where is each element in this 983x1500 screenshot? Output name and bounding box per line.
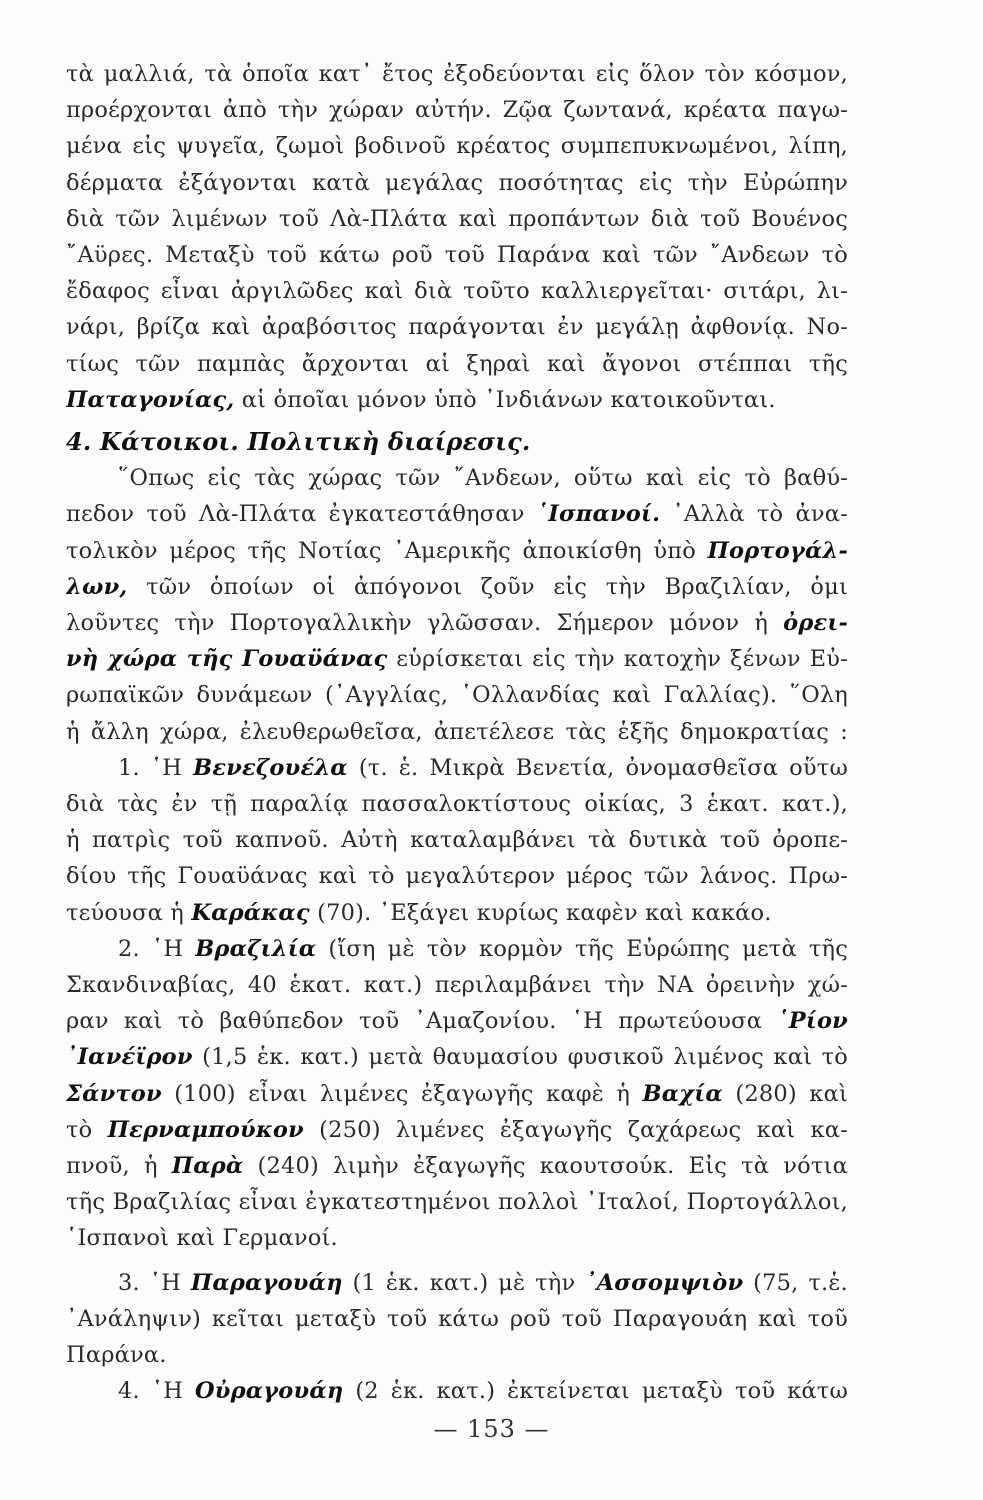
text-line [66,1186,848,1218]
text-line [118,933,848,965]
text-run: μένα εἰς ψυγεῖα, ζωμοὶ βοδινοῦ κρέατος συμπεπυκνωμένοι, λίπη, [66,133,848,160]
text-run: Σκανδιναβίας, 40 ἑκατ. κατ.) περιλαμβάνει τὴν ΝΑ ὀρεινὴν χώ- [66,972,848,998]
text-line [118,752,848,784]
text-run: 4. Κάτοικοι. Πολιτικὴ διαίρεσις. [66,427,531,456]
emphasized-name: ᾿Ιανέϊρον [66,1044,193,1071]
text-line [66,535,848,567]
text-run: 3. ῾Η [118,1269,191,1296]
text-run: δίου τῆς Γουαϋάνας καὶ τὸ μεγαλύτερον μέρος τῶν λάνος. Πρω- [66,863,848,890]
text-line [66,1005,848,1037]
text-run: ἡ πατρὶς τοῦ καπνοῦ. Αὐτὴ καταλαμβάνει τὰ δυτικὰ τοῦ ὀροπε- [66,827,848,854]
emphasized-name: Παταγονίας, [66,386,235,413]
text-run: 1. ῾Η [118,754,194,781]
text-run: τὸ [66,1116,108,1143]
emphasized-name: ᾿Ασσομψιὸν [585,1269,744,1296]
text-run: ἔδαφος εἶναι ἀργιλῶδες καὶ διὰ τοῦτο καλλιεργεῖται· σιτάρι, λι- [66,278,848,305]
emphasized-name: Πορτογάλ- [707,537,848,564]
text-run: τῶν ὁποίων οἱ ἀπόγονοι ζοῦν εἰς τὴν Βραζιλίαν, ὁμι [127,573,848,600]
text-run: Παράνα. [66,1342,167,1368]
text-run: (280) καὶ [722,1080,848,1107]
text-line [118,1267,848,1299]
emphasized-name: ῾Ρίον [777,1008,848,1035]
text-line [66,897,848,929]
text-run: προέρχονται ἀπὸ τὴν χώραν αὐτήν. Ζῷα ζωντανά, κρέατα παγω- [66,97,848,124]
emphasized-name: Παραγουάη [190,1269,343,1296]
section-heading [66,426,848,458]
emphasized-name: Περναμπούκον [107,1116,304,1143]
emphasized-name: ῾Ισπανοί. [536,501,661,528]
text-run: λοῦντες τὴν Πορτογαλλικὴν γλῶσσαν. Σήμερον μόνον ἡ [66,610,784,636]
text-run: (100) εἶναι λιμένες ἐξαγωγῆς καφὲ ἡ [161,1080,643,1107]
text-line [66,94,848,126]
text-run: (1 ἑκ. κατ.) μὲ τὴν [342,1269,586,1296]
text-run: τολικὸν μέρος τῆς Νοτίας ᾿Αμερικῆς ἀποικίσθη ὑπὸ [66,537,708,564]
text-run: (1,5 ἑκ. κατ.) μετὰ θαυμασίου φυσικοῦ λιμένος καὶ τὸ [192,1044,848,1071]
text-line [66,498,848,530]
text-run: (75, τ.ἑ. [743,1269,848,1296]
text-run: (250) λιμένες ἐξαγωγῆς ζαχάρεως καὶ κα- [303,1116,848,1143]
text-run: εὑρίσκεται εἰς τὴν κατοχὴν ξένων Εὐ- [387,646,848,673]
page-number: — 153 — [433,1415,550,1443]
text-line [66,130,848,162]
text-run: τὰ μαλλιά, τὰ ὁποῖα κατ᾿ ἔτος ἐξοδεύονται εἰς ὅλον τὸν κόσμον, [66,61,848,87]
text-run: ῾Ισπανοὶ καὶ Γερμανοί. [66,1225,338,1252]
text-run: ῎Αϋρες. Μεταξὺ τοῦ κάτω ροῦ τοῦ Παράνα καὶ τῶν ῎Ανδεων τὸ [66,242,848,268]
text-run: (70). ᾿Εξάγει κυρίως καφὲν καὶ κακάο. [309,899,772,926]
text-run: αἱ ὁποῖαι μόνον ὑπὸ ᾿Ινδιάνων κατοικοῦνται. [234,386,776,413]
text-run: τῆς Βραζιλίας εἶναι ἐγκατεστημένοι πολλοὶ ᾿Ιταλοί, Πορτογάλλοι, [66,1189,848,1216]
text-run: πνοῦ, ἡ [66,1153,172,1179]
text-line [66,1150,848,1182]
text-line [66,679,848,711]
text-line [118,462,848,494]
text-run: δέρματα ἐξάγονται κατὰ μεγάλας ποσότητας εἰς τὴν Εὐρώπην [66,169,848,196]
text-line [66,607,848,639]
text-run: ρωπαϊκῶν δυνάμεων (᾿Αγγλίας, ῾Ολλανδίας καὶ Γαλλίας). ῞Ολη [66,682,848,709]
emphasized-name: νὴ χώρα τῆς Γουαϋάνας [66,646,388,673]
emphasized-name: Βαχία [642,1080,723,1107]
text-run: (ἴση μὲ τὸν κορμὸν τῆς Εὐρώπης μετὰ τῆς [316,935,848,962]
text-run: (240) λιμὴν ἐξαγωγῆς καουτσούκ. Εἰς τὰ νότια [243,1153,848,1179]
text-run: νάρι, βρίζα καὶ ἀραβόσιτος παράγονται ἐν μεγάλῃ ἀφθονίᾳ. Νο- [66,314,848,341]
text-line [66,384,848,416]
text-line [66,239,848,271]
text-run: τεύουσα ἡ [66,899,192,926]
text-run: ραν καὶ τὸ βαθύπεδον τοῦ ᾿Αμαζονίου. ῾Η πρωτεύουσα [66,1008,778,1035]
text-run: ᾿Αλλὰ τὸ ἀνα- [660,501,848,528]
text-line [66,1339,848,1371]
text-line [66,643,848,675]
text-line [66,824,848,856]
text-run: ᾿Ανάληψιν) κεῖται μεταξὺ τοῦ κάτω ροῦ τοῦ Παραγουάη καὶ τοῦ [66,1305,848,1332]
text-line [66,311,848,343]
text-line [66,348,848,380]
emphasized-name: Παρὰ [171,1153,244,1179]
text-line [66,1222,848,1254]
text-line [66,1041,848,1073]
text-line [66,275,848,307]
emphasized-name: Οὐραγουάη [194,1378,344,1405]
text-run: 4. ῾Η [118,1378,195,1405]
text-run: διὰ τῶν λιμένων τοῦ Λὰ-Πλάτα καὶ προπάντων διὰ τοῦ Βουένος [66,205,848,232]
text-run: τίως τῶν παμπὰς ἄρχονται αἱ ξηραὶ καὶ ἄγονοι στέππαι τῆς [66,350,848,377]
text-line [66,203,848,235]
text-line [66,167,848,199]
emphasized-name: Βραζιλία [195,935,317,962]
text-line [66,1078,848,1110]
emphasized-name: Καράκας [191,899,310,926]
text-run: 2. ῾Η [118,935,196,962]
text-line [66,788,848,820]
text-run: (2 ἑκ. κατ.) ἐκτείνεται μεταξὺ τοῦ κάτω [343,1378,848,1405]
text-line [66,571,848,603]
text-line [66,1303,848,1335]
emphasized-name: λων, [66,573,128,600]
text-run: ῞Οπως εἰς τὰς χώρας τῶν ῎Ανδεων, οὕτω καὶ εἰς τὸ βαθύ- [118,465,848,492]
text-run: πεδον τοῦ Λὰ-Πλάτα ἐγκατεστάθησαν [66,501,537,528]
text-line [66,1114,848,1146]
text-line [66,716,848,748]
text-line [118,1375,848,1407]
text-line [66,860,848,892]
text-run: (τ. ἑ. Μικρὰ Βενετία, ὀνομασθεῖσα οὕτω [347,754,848,781]
emphasized-name: Σάντον [66,1080,162,1107]
text-run: ἡ ἄλλη χώρα, ἐλευθερωθεῖσα, ἀπετέλεσε τὰς ἑξῆς δημοκρατίας : [66,718,848,745]
text-run: διὰ τὰς ἐν τῇ παραλίᾳ πασσαλοκτίστους οἰκίας, 3 ἑκατ. κατ.), [66,791,848,817]
emphasized-name: Βενεζουέλα [193,754,348,781]
text-line [66,969,848,1001]
text-line [66,58,848,90]
emphasized-name: ὀρει- [783,610,848,636]
